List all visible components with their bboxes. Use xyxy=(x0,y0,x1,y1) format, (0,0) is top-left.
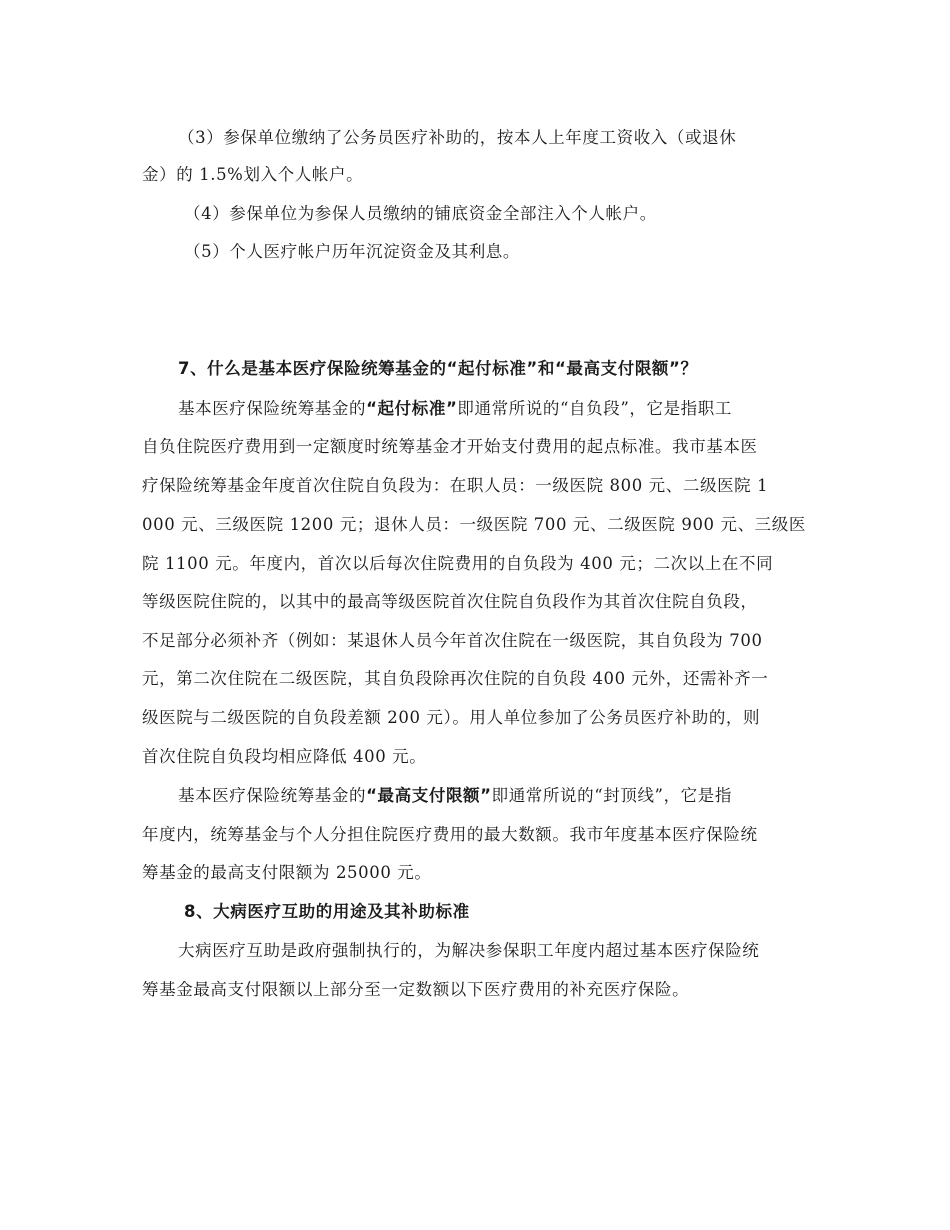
section-7-paragraph-1-first-line xyxy=(178,397,732,421)
section-7-heading: 7、什么是基本医疗保险统筹基金的“起付标准”和“最高支付限额”？ xyxy=(178,359,698,378)
section-8-heading: 8、大病医疗互助的用途及其补助标准 xyxy=(184,902,470,921)
list-item-4: （4）参保单位为参保人员缴纳的铺底资金全部注入个人帐户。 xyxy=(184,204,657,223)
section-7-p2-line: 年度内，统筹基金与个人分担住院医疗费用的最大数额。我市年度基本医疗保险统 xyxy=(142,825,758,844)
section-7-p1-line: 不足部分必须补齐（例如：某退休人员今年首次住院在一级医院，其自负段为 700 xyxy=(142,631,763,650)
section-7-p1-line: 元，第二次住院在二级医院，其自负段除再次住院的自负段 400 元外，还需补齐一 xyxy=(142,669,769,688)
section-7-paragraph-2-first-line xyxy=(178,784,732,808)
section-7-p2-keyword: “最高支付限额” xyxy=(366,786,492,805)
section-8-paragraph-second-line: 筹基金最高支付限额以上部分至一定数额以下医疗费用的补充医疗保险。 xyxy=(142,980,690,999)
section-7-p1-line: 院 1100 元。年度内，首次以后每次住院费用的自负段为 400 元；二次以上在不同 xyxy=(142,554,774,573)
section-7-p1-keyword: “起付标准” xyxy=(366,399,458,418)
section-7-p1-suffix: 即通常所说的“自负段”，它是指职工 xyxy=(457,399,732,418)
section-7-p1-prefix: 基本医疗保险统筹基金的 xyxy=(178,399,367,418)
section-7-p1-line: 000 元、三级医院 1200 元；退休人员：一级医院 700 元、二级医院 900 元、三级医 xyxy=(142,515,806,534)
list-item-5: （5）个人医疗帐户历年沉淀资金及其利息。 xyxy=(184,242,520,261)
section-7-p1-line: 首次住院自负段均相应降低 400 元。 xyxy=(142,747,427,766)
section-7-p2-line: 筹基金的最高支付限额为 25000 元。 xyxy=(142,863,432,882)
section-8-paragraph-first-line: 大病医疗互助是政府强制执行的，为解决参保职工年度内超过基本医疗保险统 xyxy=(178,941,760,960)
section-7-p1-line: 级医院与二级医院的自负段差额 200 元）。用人单位参加了公务员医疗补助的，则 xyxy=(142,708,761,727)
section-7-p1-line: 疗保险统筹基金年度首次住院自负段为：在职人员：一级医院 800 元、二级医院 1 xyxy=(142,476,769,495)
section-7-p1-line: 等级医院住院的，以其中的最高等级医院首次住院自负段作为其首次住院自负段， xyxy=(142,592,758,611)
section-7-p2-prefix: 基本医疗保险统筹基金的 xyxy=(178,786,367,805)
section-7-p2-suffix: 即通常所说的“封顶线”，它是指 xyxy=(491,786,732,805)
section-7-p1-line: 自负住院医疗费用到一定额度时统筹基金才开始支付费用的起点标准。我市基本医 xyxy=(142,437,758,456)
list-item-3-line-2: 金）的 1.5%划入个人帐户。 xyxy=(142,165,364,184)
list-item-3-line-1: （3）参保单位缴纳了公务员医疗补助的，按本人上年度工资收入（或退休 xyxy=(178,128,737,147)
